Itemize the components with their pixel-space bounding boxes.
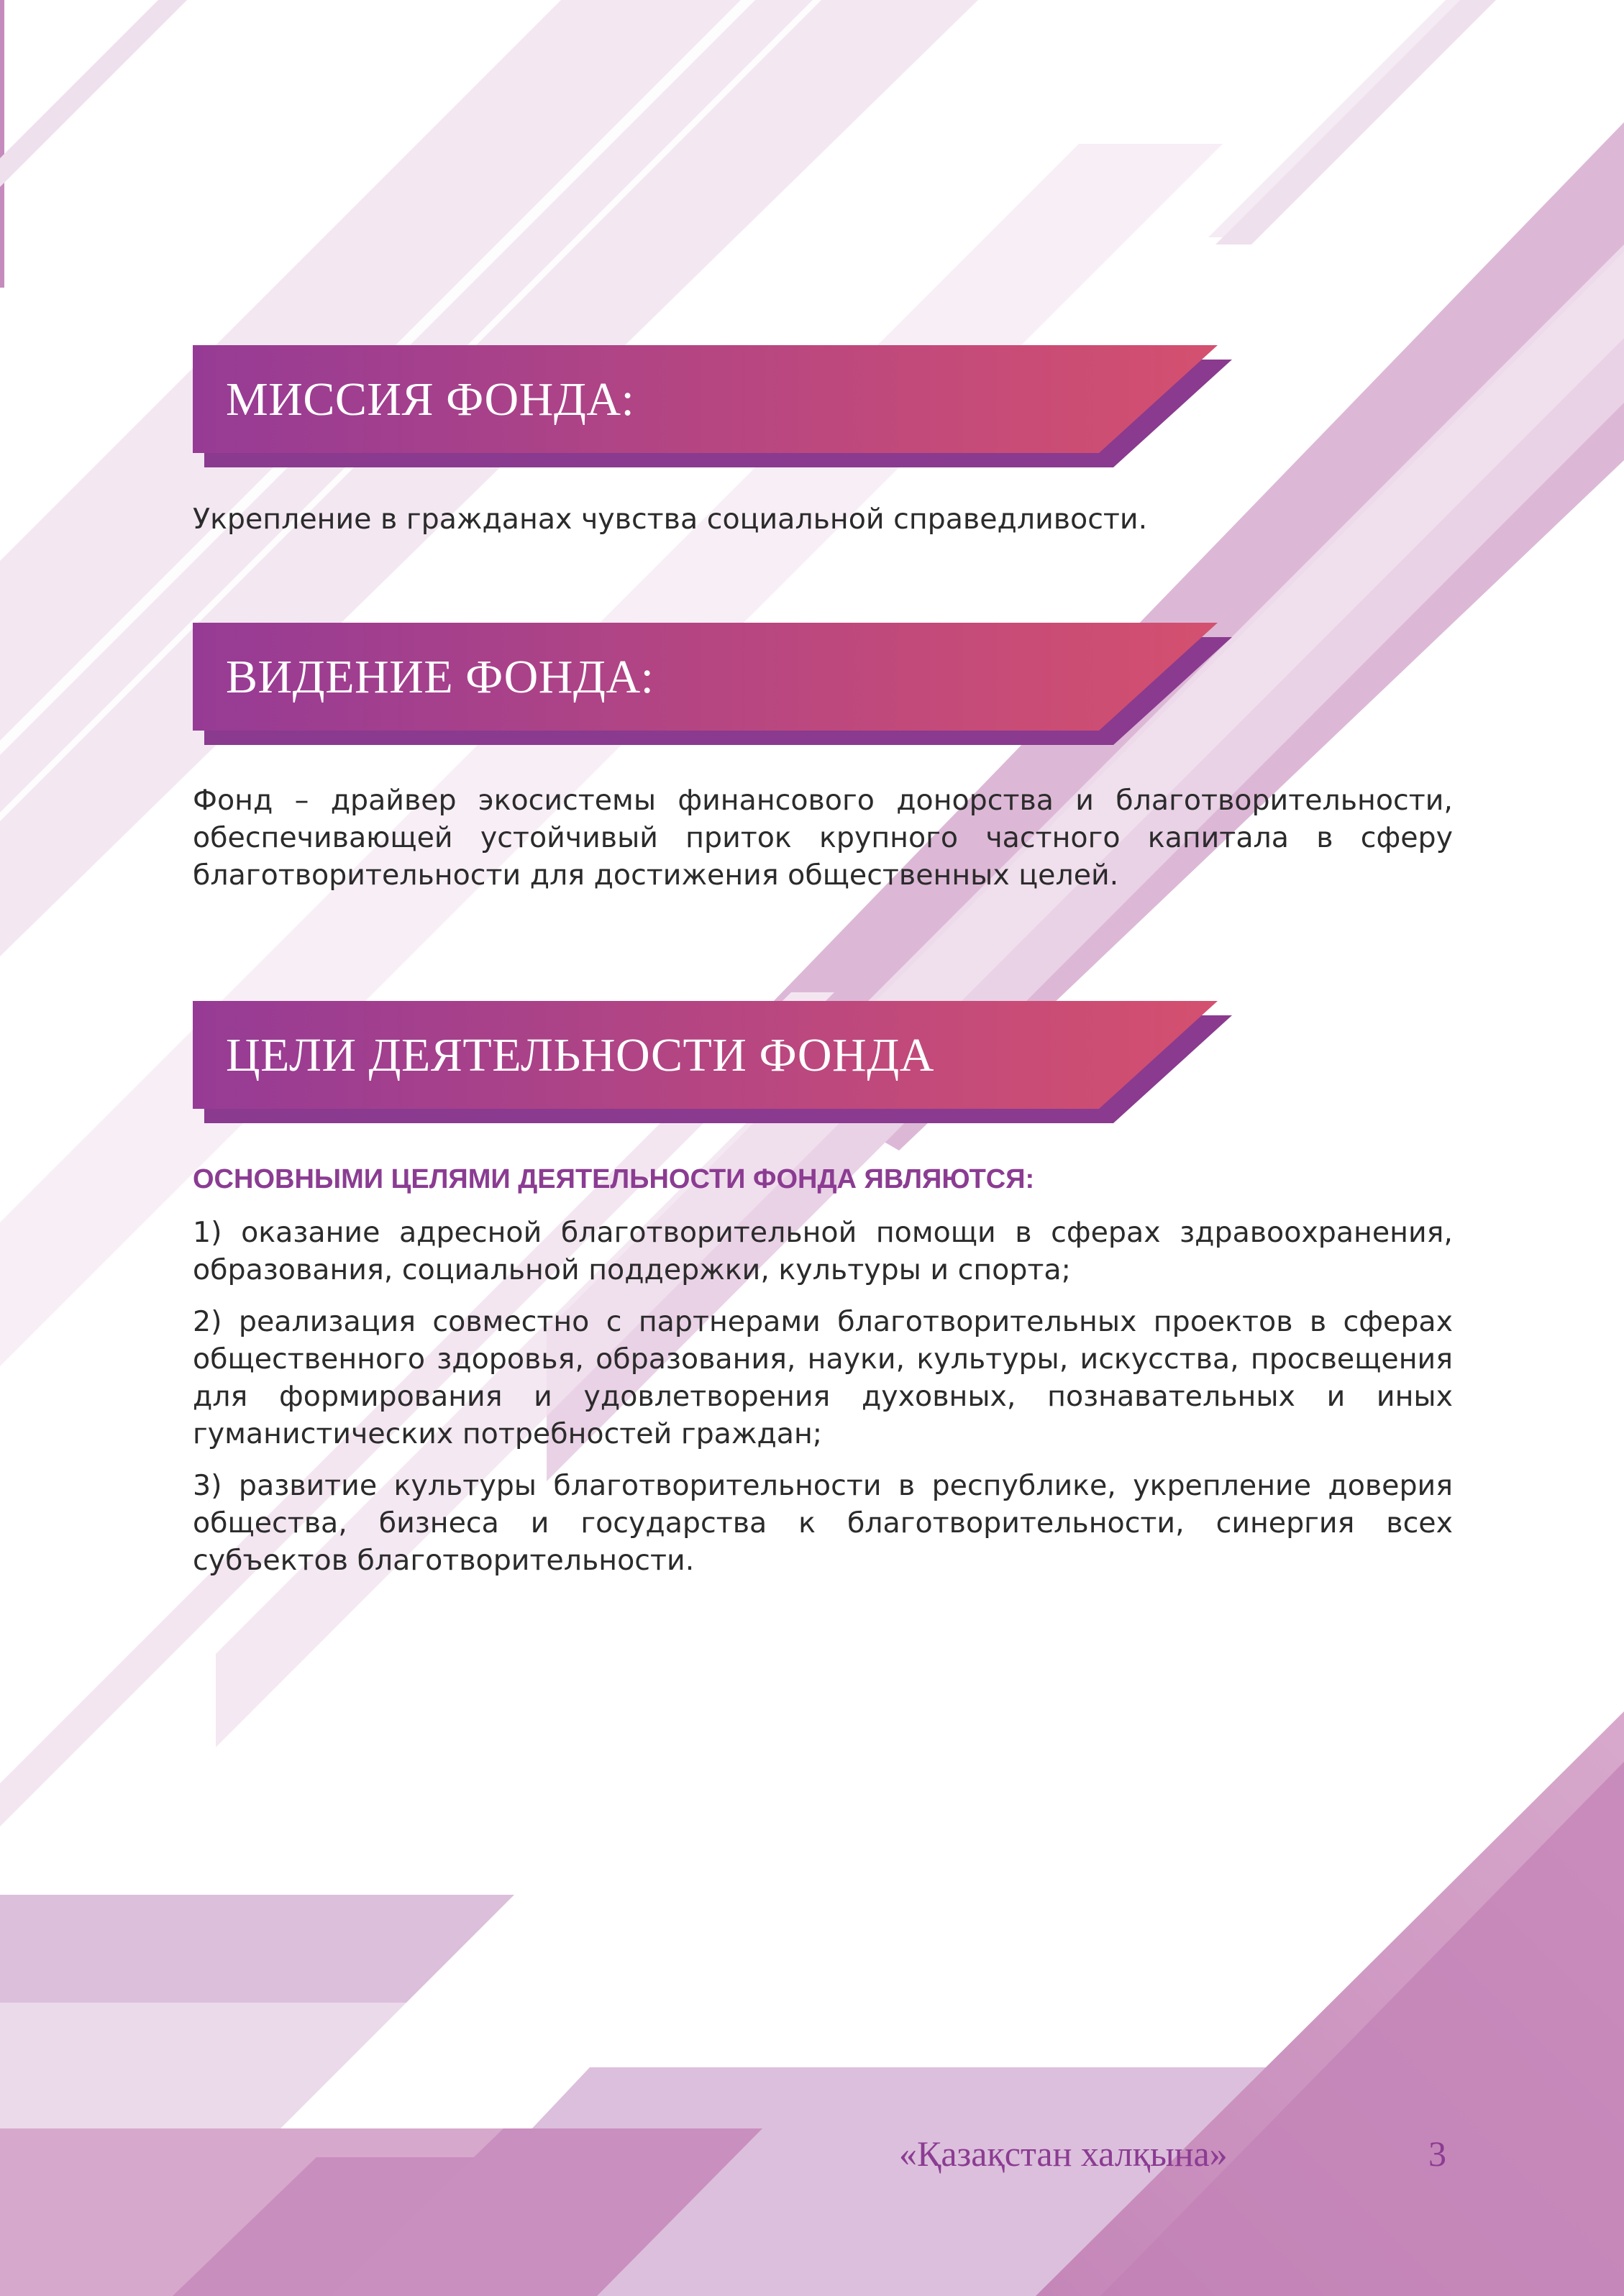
goal-item-1: 1) оказание адресной благотворительной помощи в сферах здравоохранения, образования, социальной поддержки, культуры и спорта;: [193, 1216, 1453, 1286]
vision-title: ВИДЕНИЕ ФОНДА:: [226, 651, 654, 703]
mission-banner: [193, 345, 1232, 467]
goal-item-2: 2) реализация совместно с партнерами благотворительных проектов в сферах общественного здоровья, образования, науки, культуры, искусства, просвещения для формирования и удовлетворения духовных, познавательных и иных гуманистических потребностей граждан;: [193, 1305, 1453, 1450]
footer-label: «Қазақстан халқына»: [899, 2133, 1228, 2174]
page-number: 3: [1428, 2133, 1446, 2174]
vision-banner: [193, 623, 1232, 745]
goals-banner: [193, 1001, 1232, 1123]
goals-list: [193, 1214, 1453, 1593]
mission-text: Укрепление в гражданах чувства социальной справедливости.: [193, 503, 1148, 536]
mission-title: МИССИЯ ФОНДА:: [226, 373, 635, 426]
goal-item-3: 3) развитие культуры благотворительности в республике, укрепление доверия общества, бизнеса и государства к благотворительности, синергия всех субъектов благотворительности.: [193, 1469, 1453, 1577]
vision-text: Фонд – драйвер экосистемы финансового донорства и благотворительности, обеспечивающей устойчивый приток крупного частного капитала в сферу благотворительности для достижения общественных целей.: [193, 784, 1453, 892]
goals-title: ЦЕЛИ ДЕЯТЕЛЬНОСТИ ФОНДА: [226, 1029, 934, 1081]
goals-subheading: ОСНОВНЫМИ ЦЕЛЯМИ ДЕЯТЕЛЬНОСТИ ФОНДА ЯВЛЯЮТСЯ:: [193, 1164, 1035, 1194]
